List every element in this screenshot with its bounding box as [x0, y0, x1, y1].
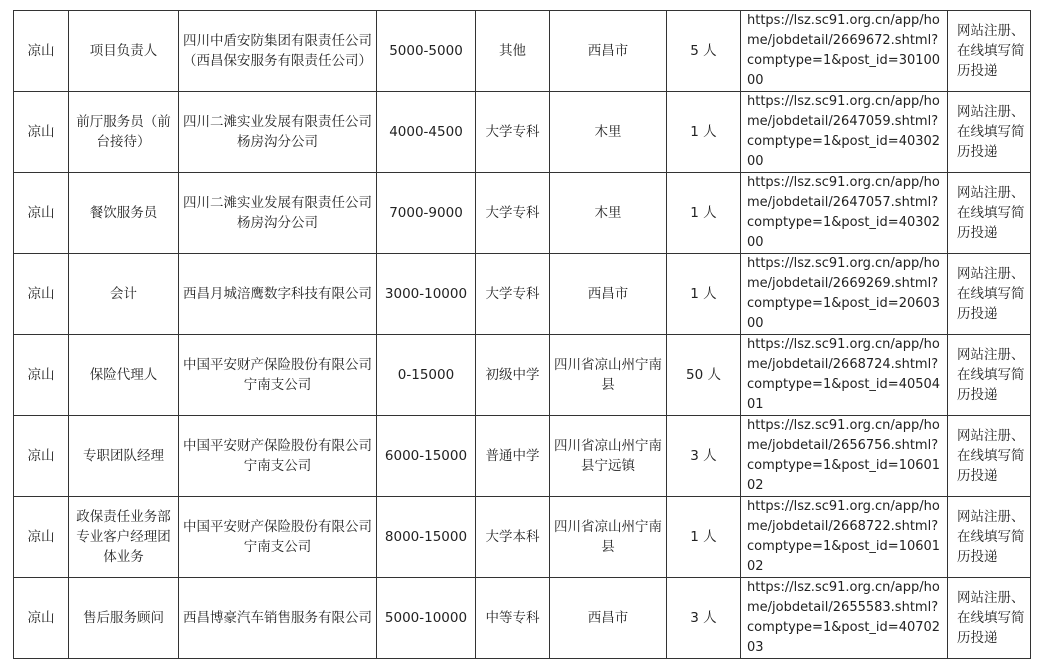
location-cell: 木里 [550, 173, 667, 254]
job-table [13, 10, 1031, 659]
salary-cell: 6000-15000 [377, 416, 476, 497]
education-cell: 普通中学 [476, 416, 550, 497]
job-link[interactable]: https://lsz.sc91.org.cn/app/home/jobdetail/2647059.shtml?comptype=1&post_id=4030200 [741, 92, 948, 173]
apply-method-cell: 网站注册、在线填写简历投递 [948, 416, 1031, 497]
location-cell: 四川省凉山州宁南县 [550, 497, 667, 578]
location-cell: 木里 [550, 92, 667, 173]
region-cell: 凉山 [14, 335, 69, 416]
location-cell: 西昌市 [550, 254, 667, 335]
job-link[interactable]: https://lsz.sc91.org.cn/app/home/jobdetail/2668722.shtml?comptype=1&post_id=1060102 [741, 497, 948, 578]
company-cell: 西昌博豪汽车销售服务有限公司 [179, 578, 377, 659]
position-cell: 政保责任业务部专业客户经理团体业务 [69, 497, 179, 578]
headcount-cell: 5 人 [667, 11, 741, 92]
table-row [14, 254, 1031, 335]
position-cell: 专职团队经理 [69, 416, 179, 497]
location-cell: 四川省凉山州宁南县 [550, 335, 667, 416]
table-row [14, 578, 1031, 659]
table-row [14, 416, 1031, 497]
company-cell: 四川二滩实业发展有限责任公司杨房沟分公司 [179, 173, 377, 254]
headcount-cell: 1 人 [667, 497, 741, 578]
region-cell: 凉山 [14, 497, 69, 578]
company-cell: 中国平安财产保险股份有限公司宁南支公司 [179, 497, 377, 578]
education-cell: 大学本科 [476, 497, 550, 578]
region-cell: 凉山 [14, 11, 69, 92]
apply-method-cell: 网站注册、在线填写简历投递 [948, 254, 1031, 335]
region-cell: 凉山 [14, 92, 69, 173]
apply-method-cell: 网站注册、在线填写简历投递 [948, 497, 1031, 578]
company-cell: 四川二滩实业发展有限责任公司杨房沟分公司 [179, 92, 377, 173]
company-cell: 四川中盾安防集团有限责任公司（西昌保安服务有限责任公司） [179, 11, 377, 92]
table-row [14, 173, 1031, 254]
headcount-cell: 1 人 [667, 254, 741, 335]
position-cell: 售后服务顾问 [69, 578, 179, 659]
job-link[interactable]: https://lsz.sc91.org.cn/app/home/jobdetail/2656756.shtml?comptype=1&post_id=1060102 [741, 416, 948, 497]
headcount-cell: 1 人 [667, 173, 741, 254]
education-cell: 其他 [476, 11, 550, 92]
salary-cell: 3000-10000 [377, 254, 476, 335]
position-cell: 会计 [69, 254, 179, 335]
company-cell: 中国平安财产保险股份有限公司宁南支公司 [179, 335, 377, 416]
company-cell: 中国平安财产保险股份有限公司宁南支公司 [179, 416, 377, 497]
region-cell: 凉山 [14, 578, 69, 659]
salary-cell: 5000-10000 [377, 578, 476, 659]
salary-cell: 0-15000 [377, 335, 476, 416]
job-link[interactable]: https://lsz.sc91.org.cn/app/home/jobdetail/2669269.shtml?comptype=1&post_id=2060300 [741, 254, 948, 335]
location-cell: 四川省凉山州宁南县宁远镇 [550, 416, 667, 497]
apply-method-cell: 网站注册、在线填写简历投递 [948, 173, 1031, 254]
table-row [14, 11, 1031, 92]
table-row [14, 497, 1031, 578]
apply-method-cell: 网站注册、在线填写简历投递 [948, 11, 1031, 92]
location-cell: 西昌市 [550, 11, 667, 92]
education-cell: 大学专科 [476, 254, 550, 335]
headcount-cell: 50 人 [667, 335, 741, 416]
company-cell: 西昌月城涪鹰数字科技有限公司 [179, 254, 377, 335]
salary-cell: 4000-4500 [377, 92, 476, 173]
position-cell: 前厅服务员（前台接待） [69, 92, 179, 173]
apply-method-cell: 网站注册、在线填写简历投递 [948, 335, 1031, 416]
apply-method-cell: 网站注册、在线填写简历投递 [948, 92, 1031, 173]
job-link[interactable]: https://lsz.sc91.org.cn/app/home/jobdetail/2669672.shtml?comptype=1&post_id=3010000 [741, 11, 948, 92]
headcount-cell: 3 人 [667, 578, 741, 659]
education-cell: 初级中学 [476, 335, 550, 416]
job-link[interactable]: https://lsz.sc91.org.cn/app/home/jobdetail/2655583.shtml?comptype=1&post_id=4070203 [741, 578, 948, 659]
position-cell: 项目负责人 [69, 11, 179, 92]
salary-cell: 5000-5000 [377, 11, 476, 92]
education-cell: 中等专科 [476, 578, 550, 659]
region-cell: 凉山 [14, 254, 69, 335]
apply-method-cell: 网站注册、在线填写简历投递 [948, 578, 1031, 659]
salary-cell: 8000-15000 [377, 497, 476, 578]
education-cell: 大学专科 [476, 92, 550, 173]
location-cell: 西昌市 [550, 578, 667, 659]
table-row [14, 335, 1031, 416]
position-cell: 保险代理人 [69, 335, 179, 416]
headcount-cell: 1 人 [667, 92, 741, 173]
salary-cell: 7000-9000 [377, 173, 476, 254]
headcount-cell: 3 人 [667, 416, 741, 497]
job-link[interactable]: https://lsz.sc91.org.cn/app/home/jobdetail/2668724.shtml?comptype=1&post_id=4050401 [741, 335, 948, 416]
job-link[interactable]: https://lsz.sc91.org.cn/app/home/jobdetail/2647057.shtml?comptype=1&post_id=4030200 [741, 173, 948, 254]
region-cell: 凉山 [14, 416, 69, 497]
position-cell: 餐饮服务员 [69, 173, 179, 254]
education-cell: 大学专科 [476, 173, 550, 254]
region-cell: 凉山 [14, 173, 69, 254]
table-row [14, 92, 1031, 173]
